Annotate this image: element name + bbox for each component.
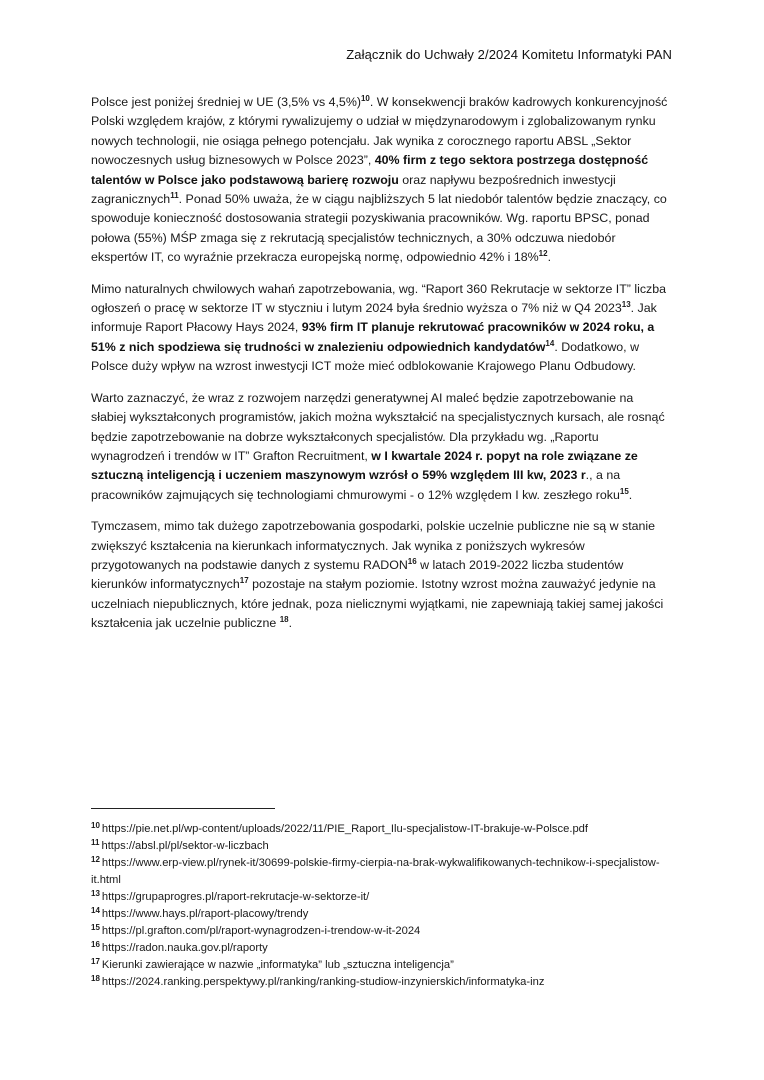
footnote-text: https://absl.pl/pl/sektor-w-liczbach <box>101 840 269 852</box>
text-run: Mimo naturalnych chwilowych wahań zapotrzebowania, wg. “Raport 360 Rekrutacje w sektorze IT” liczba ogłoszeń o pracę w sektorze IT w styczniu i lutym 2024 była średnio wyższa o 7% niż w Q4 2023 <box>91 281 667 316</box>
footnote-ref: 13 <box>621 300 631 310</box>
footnote <box>91 821 671 838</box>
footnote <box>91 889 671 906</box>
footnote-separator <box>91 808 275 809</box>
text-run: ., a na pracowników zajmujących się technologiami chmurowymi - o 12% względem I kw. zeszłego roku <box>91 468 621 502</box>
footnote <box>91 923 671 940</box>
footnote-text: https://pl.grafton.com/pl/raport-wynagrodzen-i-trendow-w-it-2024 <box>101 925 421 937</box>
footnote-ref: 12 <box>538 249 548 259</box>
footnote <box>91 906 671 923</box>
page-header: Załącznik do Uchwały 2/2024 Komitetu Informatyki PAN <box>346 47 672 62</box>
footnote-ref: 16 <box>407 556 417 566</box>
footnote-text: https://radon.nauka.gov.pl/raporty <box>101 942 268 954</box>
footnote-number: 17 <box>91 957 100 966</box>
footnote <box>91 855 671 889</box>
footnote-text: Kierunki zawierające w nazwie „informatyka” lub „sztuczna inteligencja” <box>101 959 454 971</box>
paragraph <box>91 389 671 505</box>
text-run: . <box>547 250 552 265</box>
footnote-ref: 10 <box>360 94 370 103</box>
footnote <box>91 974 671 991</box>
footnote-text: https://www.hays.pl/raport-placowy/trendy <box>101 908 309 920</box>
footnote-ref: 14 <box>545 338 555 348</box>
text-run: . Jak informuje Raport Płacowy Hays 2024, <box>91 301 657 335</box>
footnote-number: 13 <box>91 889 100 898</box>
footnote-number: 11 <box>91 838 100 847</box>
footnote-number: 15 <box>91 923 100 932</box>
text-run: Tymczasem, mimo tak dużego zapotrzebowania gospodarki, polskie uczelnie publiczne nie są w stanie zwiększyć kształcenia na kierunkach informatycznych. Jak wynika z poniższych wykresów przygotowanych na podstawie danych z systemu RADON <box>91 519 656 572</box>
bold-emphasis: 40% firm z tego sektora postrzega dostępność talentów w Polsce jako podstawową barierę rozwoju <box>91 153 649 187</box>
text-run: . Dodatkowo, w Polsce duży wpływ na wzrost inwestycji ICT może mieć odblokowanie Krajowego Planu Odbudowy. <box>91 339 640 374</box>
text-run: . W konsekwencji braków kadrowych konkurencyjność Polski względem krajów, z którymi rywalizujemy o udział w międzynarodowym i zglobalizowanym rynku nowych technologii, nie osiąga pełnego potencjału. Jak wynika z corocznego raportu ABSL „Sektor nowoczesnych usług biznesowych w Polsce 2023”, <box>91 95 668 168</box>
footnote-number: 18 <box>91 974 100 983</box>
bold-emphasis: w I kwartale 2024 r. popyt na role związane ze sztuczną inteligencją i uczeniem maszynowym wzrósł o 59% względem III kw, 2023 r <box>91 448 638 483</box>
bold-emphasis: 93% firm IT planuje rekrutować pracowników w 2024 roku, a 51% z nich spodziewa się trudności w znalezieniu odpowiednich kandydatów <box>91 320 655 354</box>
footnote-ref: 15 <box>619 486 629 496</box>
footnote-text: https://2024.ranking.perspektywy.pl/ranking/ranking-studiow-inzynierskich/informatyka-inz <box>101 976 545 988</box>
text-run: Polsce jest poniżej średniej w UE (3,5% vs 4,5%) <box>91 95 361 109</box>
text-run: w latach 2019-2022 liczba studentów kierunków informatycznych <box>91 557 624 592</box>
footnote-text: https://grupaprogres.pl/raport-rekrutacje-w-sektorze-it/ <box>101 891 370 903</box>
footnote-text: https://www.erp-view.pl/rynek-it/30699-polskie-firmy-cierpia-na-brak-wykwalifikowanych-technikow-i-specjalistow-it.html <box>91 857 660 886</box>
paragraph <box>91 517 671 633</box>
paragraph <box>91 93 671 268</box>
text-run: . Ponad 50% uważa, że w ciągu najbliższych 5 lat niedobór talentów będzie znaczący, co spowoduje konieczność dostosowania strategii pozyskiwania pracowników. Wg. raportu BPSC, ponad połowa (55%) MŚP zmaga się z rekrutacją specjalistów technicznych, a 30% odczuwa niedobór ekspertów IT, co wyraźnie przekracza europejską normę, odpowiednio 42% i 18% <box>91 192 667 265</box>
footnote-ref: 18 <box>279 615 289 625</box>
footnote-number: 12 <box>91 855 100 864</box>
footnote <box>91 957 671 974</box>
text-run: oraz napływu bezpośrednich inwestycji zagranicznych <box>91 172 616 207</box>
text-run: Warto zaznaczyć, że wraz z rozwojem narzędzi generatywnej AI maleć będzie zapotrzebowanie na słabiej wykształconych programistów, jakich można wykształcić na specjalistycznych kursach, ale rosnąć będzie zapotrzebowanie na dobrze wykształconych specjalistów. Dla przykładu wg. „Raportu wynagrodzeń i trendów w IT” Grafton Recruitment, <box>91 390 665 463</box>
footnote-ref: 17 <box>239 576 249 586</box>
footnote <box>91 838 671 855</box>
paragraph <box>91 280 671 377</box>
text-run: . <box>628 487 633 502</box>
body-text <box>91 93 671 646</box>
footnote-text: https://pie.net.pl/wp-content/uploads/2022/11/PIE_Raport_Ilu-specjalistow-IT-brakuje-w-Polsce.pdf <box>101 823 588 835</box>
text-run: . <box>288 616 293 631</box>
footnote-number: 10 <box>91 821 100 830</box>
text-run: pozostaje na stałym poziomie. Istotny wzrost można zauważyć jedynie na uczelniach niepublicznych, które jednak, poza nielicznymi wyjątkami, nie zapewniają takiej samej jakości kształcenia jak uczelnie publiczne <box>91 577 664 631</box>
footnote <box>91 940 671 957</box>
footnote-number: 16 <box>91 940 100 949</box>
footnote-number: 14 <box>91 906 100 915</box>
footnotes <box>91 821 671 991</box>
footnote-ref: 11 <box>170 191 179 201</box>
